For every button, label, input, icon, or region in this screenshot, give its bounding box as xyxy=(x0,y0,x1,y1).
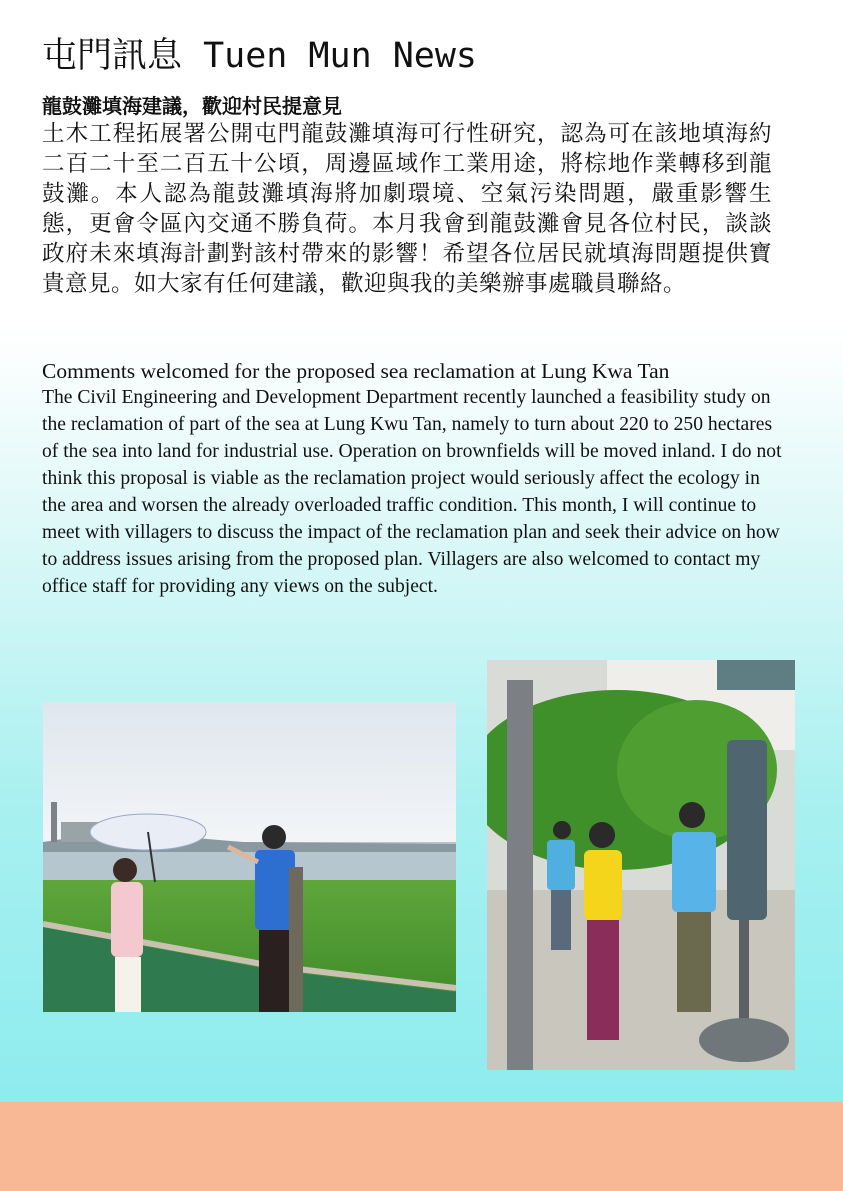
english-article-body: The Civil Engineering and Development Department recently launched a feasibility study on the reclamation of part of the sea at Lung Kwu Tan, namely to turn about 220 to 250 hectares of the sea into land for industrial use. Operation on brownfields will be moved inland. I do not think this proposal is viable as the reclamation project would seriously affect the ecology in the area and worsen the already overloaded traffic condition. This month, I will continue to meet with villagers to discuss the impact of the reclamation plan and seek their advice on how to address issues arising from the proposed plan. Villagers are also welcomed to contact my office staff for providing any views on the subject. xyxy=(42,387,782,597)
english-article-heading: Comments welcomed for the proposed sea reclamation at Lung Kwa Tan xyxy=(42,359,670,383)
newsletter-title: 屯門訊息 Tuen Mun News xyxy=(42,36,478,76)
chinese-article-heading: 龍鼓灘填海建議，歡迎村民提意見 xyxy=(42,94,342,118)
footer-band xyxy=(0,1102,843,1191)
seaside-photo xyxy=(43,702,456,1012)
chinese-article-body: 土木工程拓展署公開屯門龍鼓灘填海可行性研究，認為可在該地填海約二百二十至二百五十公頃，周邊區域作工業用途，將棕地作業轉移到龍鼓灘。本人認為龍鼓灘填海將加劇環境、空氣污染問題，嚴重影響生態，更會令區內交通不勝負荷。本月我會到龍鼓灘會見各位村民，談談政府未來填海計劃對該村帶來的影響！希望各位居民就填海問題提供寶貴意見。如大家有任何建議，歡迎與我的美樂辦事處職員聯絡。 xyxy=(42,121,772,297)
street-photo xyxy=(487,660,795,1070)
